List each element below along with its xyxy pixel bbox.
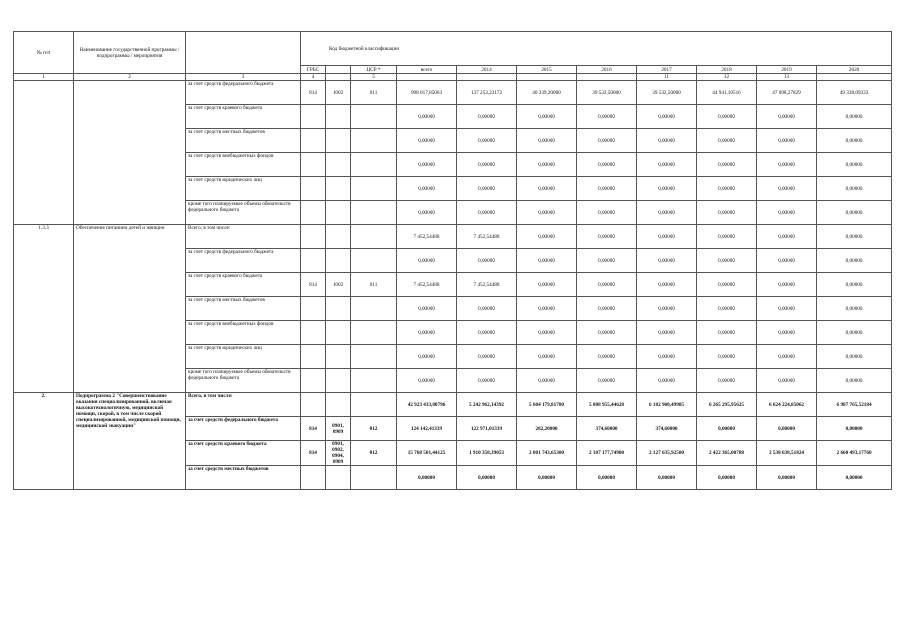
- table-row: [14, 225, 892, 249]
- amount-cell: 0,00000: [577, 321, 637, 345]
- header-source: [186, 32, 301, 74]
- funding-source: за счет средств юридических лиц: [186, 177, 301, 201]
- code-csr: [351, 249, 397, 273]
- amount-cell: 39 532,50000: [577, 81, 637, 105]
- amount-cell: 2 127 635,92500: [637, 441, 697, 466]
- amount-cell: 49 338,09333: [817, 81, 892, 105]
- amount-cell: 0,00000: [457, 369, 517, 393]
- header-number-12: 13: [757, 74, 817, 81]
- amount-cell: 40 339,20000: [517, 81, 577, 105]
- code-rzpr: [326, 345, 351, 369]
- header-sub-1: [326, 66, 351, 74]
- amount-cell: 0,00000: [577, 345, 637, 369]
- funding-source: за счет средств федерального бюджета: [186, 249, 301, 273]
- code-grbs: [301, 129, 326, 153]
- code-grbs: [301, 345, 326, 369]
- code-grbs: [301, 225, 326, 249]
- amount-cell: 0,00000: [817, 177, 892, 201]
- amount-cell: 0,00000: [637, 297, 697, 321]
- amount-cell: 0,00000: [517, 466, 577, 490]
- funding-source: кроме того планируемые объемы обязательств федерального бюджета: [186, 201, 301, 225]
- header-number-10: 11: [637, 74, 697, 81]
- amount-cell: 7 452,54488: [457, 225, 517, 249]
- code-csr: [351, 201, 397, 225]
- amount-cell: 6 182 900,49905: [637, 393, 697, 417]
- header-number-7: [457, 74, 517, 81]
- header-sub-5: 2015: [517, 66, 577, 74]
- code-grbs: [301, 321, 326, 345]
- code-rzpr: [326, 225, 351, 249]
- amount-cell: 0,00000: [517, 321, 577, 345]
- amount-cell: 6 265 295,95625: [697, 393, 757, 417]
- header-number-9: [577, 74, 637, 81]
- amount-cell: 0,00000: [697, 249, 757, 273]
- amount-cell: 0,00000: [397, 153, 457, 177]
- amount-cell: 0,00000: [577, 297, 637, 321]
- header-sub-6: 2016: [577, 66, 637, 74]
- amount-cell: 0,00000: [757, 273, 817, 297]
- code-rzpr: [326, 201, 351, 225]
- code-grbs: [301, 249, 326, 273]
- amount-cell: 0,00000: [577, 466, 637, 490]
- header-sub-3: всего: [397, 66, 457, 74]
- code-rzpr: [326, 177, 351, 201]
- amount-cell: 0,00000: [457, 201, 517, 225]
- amount-cell: 0,00000: [697, 177, 757, 201]
- code-csr: [351, 297, 397, 321]
- amount-cell: 0,00000: [817, 249, 892, 273]
- amount-cell: 0,00000: [397, 129, 457, 153]
- code-csr: [351, 393, 397, 417]
- amount-cell: 0,00000: [397, 345, 457, 369]
- amount-cell: 0,00000: [757, 153, 817, 177]
- code-csr: 011: [351, 273, 397, 297]
- amount-cell: 0,00000: [697, 369, 757, 393]
- code-rzpr: [326, 321, 351, 345]
- code-rzpr: 1003: [326, 273, 351, 297]
- amount-cell: 0,00000: [457, 249, 517, 273]
- header-number-4: [326, 74, 351, 81]
- header-number-13: [817, 74, 892, 81]
- amount-cell: 0,00000: [637, 105, 697, 129]
- amount-cell: 0,00000: [697, 345, 757, 369]
- amount-cell: 2 422 365,00788: [697, 441, 757, 466]
- amount-cell: 0,00000: [697, 225, 757, 249]
- code-rzpr: [326, 297, 351, 321]
- amount-cell: 0,00000: [637, 153, 697, 177]
- header-sub-4: 2014: [457, 66, 517, 74]
- amount-cell: 6 987 765,52184: [817, 393, 892, 417]
- code-grbs: 814: [301, 81, 326, 105]
- table-row: [14, 393, 892, 417]
- amount-cell: 0,00000: [397, 466, 457, 490]
- code-csr: [351, 225, 397, 249]
- amount-cell: 374,60000: [577, 417, 637, 441]
- amount-cell: 0,00000: [457, 177, 517, 201]
- amount-cell: 5 604 179,81780: [517, 393, 577, 417]
- funding-source: за счет средств федерального бюджета: [186, 417, 301, 441]
- amount-cell: 7 452,54488: [457, 273, 517, 297]
- code-csr: [351, 105, 397, 129]
- header-number-5: 5: [351, 74, 397, 81]
- amount-cell: 0,00000: [697, 153, 757, 177]
- amount-cell: 0,00000: [817, 321, 892, 345]
- amount-cell: 5 808 955,44628: [577, 393, 637, 417]
- code-grbs: [301, 201, 326, 225]
- amount-cell: 0,00000: [817, 105, 892, 129]
- amount-cell: 122 971,01339: [457, 417, 517, 441]
- section-name: Подпрограмма 2 "Совершенствование оказания специализированной, включая высокотехнологичную, медицинской помощи, скорой, в том числе скорой специализированной, медицинской помощи, медицинской эвакуации": [74, 393, 186, 490]
- amount-cell: 0,00000: [757, 105, 817, 129]
- funding-source: кроме того планируемые объемы обязательств федерального бюджета: [186, 369, 301, 393]
- amount-cell: 0,00000: [817, 273, 892, 297]
- amount-cell: 0,00000: [757, 417, 817, 441]
- funding-source: за счет средств юридических лиц: [186, 345, 301, 369]
- code-grbs: [301, 153, 326, 177]
- amount-cell: 0,00000: [817, 369, 892, 393]
- amount-cell: 0,00000: [757, 225, 817, 249]
- amount-cell: 0,00000: [697, 105, 757, 129]
- header-sub-0: ГРБС: [301, 66, 326, 74]
- funding-source: за счет средств краевого бюджета: [186, 273, 301, 297]
- amount-cell: 0,00000: [637, 201, 697, 225]
- amount-cell: 282,20000: [517, 417, 577, 441]
- amount-cell: 2 660 493,17760: [817, 441, 892, 466]
- amount-cell: 1 910 358,39053: [457, 441, 517, 466]
- header-sub-10: 2020: [817, 66, 892, 74]
- amount-cell: 0,00000: [637, 466, 697, 490]
- code-rzpr: [326, 369, 351, 393]
- amount-cell: 0,00000: [517, 177, 577, 201]
- amount-cell: 2 107 177,74900: [577, 441, 637, 466]
- amount-cell: 39 532,50000: [637, 81, 697, 105]
- amount-cell: 0,00000: [517, 345, 577, 369]
- amount-cell: 0,00000: [517, 153, 577, 177]
- amount-cell: 7 452,54488: [397, 273, 457, 297]
- amount-cell: 0,00000: [757, 345, 817, 369]
- code-rzpr: 0901, 0909: [326, 417, 351, 441]
- funding-source: за счет средств местных бюджетов: [186, 297, 301, 321]
- section-number: 1.3.3: [14, 225, 74, 393]
- amount-cell: 0,00000: [457, 297, 517, 321]
- amount-cell: 0,00000: [577, 249, 637, 273]
- amount-cell: 0,00000: [817, 129, 892, 153]
- table-row: [14, 81, 892, 105]
- amount-cell: 5 242 962,14392: [457, 393, 517, 417]
- code-grbs: [301, 177, 326, 201]
- amount-cell: 0,00000: [697, 201, 757, 225]
- header-number-8: [517, 74, 577, 81]
- amount-cell: 0,00000: [397, 201, 457, 225]
- section-name: [74, 81, 186, 225]
- amount-cell: 6 624 224,85062: [757, 393, 817, 417]
- amount-cell: 0,00000: [397, 321, 457, 345]
- header-number-3: 4: [301, 74, 326, 81]
- code-rzpr: [326, 249, 351, 273]
- header-num: № п/п: [14, 32, 74, 74]
- funding-source: за счет средств краевого бюджета: [186, 105, 301, 129]
- code-csr: 011: [351, 81, 397, 105]
- amount-cell: 0,00000: [817, 201, 892, 225]
- code-grbs: [301, 369, 326, 393]
- code-rzpr: [326, 105, 351, 129]
- section-name: Обеспечение питанием детей и женщин: [74, 225, 186, 393]
- amount-cell: 0,00000: [517, 129, 577, 153]
- amount-cell: 0,00000: [397, 105, 457, 129]
- amount-cell: 0,00000: [517, 249, 577, 273]
- amount-cell: 0,00000: [697, 466, 757, 490]
- code-grbs: [301, 297, 326, 321]
- header-number-0: 1: [14, 74, 74, 81]
- section-number: [14, 81, 74, 225]
- amount-cell: 0,00000: [637, 225, 697, 249]
- amount-cell: 124 142,41339: [397, 417, 457, 441]
- amount-cell: 0,00000: [577, 129, 637, 153]
- amount-cell: 0,00000: [757, 249, 817, 273]
- header-number-11: 12: [697, 74, 757, 81]
- amount-cell: 374,60000: [637, 417, 697, 441]
- amount-cell: 0,00000: [577, 153, 637, 177]
- amount-cell: 0,00000: [397, 177, 457, 201]
- amount-cell: 0,00000: [577, 177, 637, 201]
- section-number: 2.: [14, 393, 74, 490]
- amount-cell: 0,00000: [637, 129, 697, 153]
- amount-cell: 0,00000: [577, 225, 637, 249]
- amount-cell: 0,00000: [577, 201, 637, 225]
- code-grbs: 814: [301, 417, 326, 441]
- amount-cell: 0,00000: [517, 105, 577, 129]
- amount-cell: 0,00000: [457, 105, 517, 129]
- amount-cell: 0,00000: [457, 129, 517, 153]
- amount-cell: 0,00000: [517, 225, 577, 249]
- amount-cell: 15 768 501,44125: [397, 441, 457, 466]
- header-number-1: 2: [74, 74, 186, 81]
- code-rzpr: [326, 393, 351, 417]
- amount-cell: 0,00000: [757, 321, 817, 345]
- header-number-6: [397, 74, 457, 81]
- amount-cell: 0,00000: [637, 369, 697, 393]
- amount-cell: 0,00000: [637, 273, 697, 297]
- amount-cell: 0,00000: [757, 177, 817, 201]
- amount-cell: 0,00000: [757, 297, 817, 321]
- code-rzpr: [326, 466, 351, 490]
- header-sub-8: 2018: [697, 66, 757, 74]
- amount-cell: 0,00000: [397, 249, 457, 273]
- amount-cell: 0,00000: [517, 273, 577, 297]
- code-rzpr: 1003: [326, 81, 351, 105]
- code-csr: [351, 369, 397, 393]
- code-grbs: 814: [301, 441, 326, 466]
- code-csr: 012: [351, 441, 397, 466]
- code-rzpr: 0901, 0902, 0904, 0909: [326, 441, 351, 466]
- amount-cell: 0,00000: [697, 321, 757, 345]
- amount-cell: 0,00000: [577, 105, 637, 129]
- amount-cell: 0,00000: [817, 417, 892, 441]
- amount-cell: 0,00000: [457, 153, 517, 177]
- amount-cell: 0,00000: [817, 466, 892, 490]
- amount-cell: 0,00000: [397, 369, 457, 393]
- code-csr: [351, 153, 397, 177]
- amount-cell: 0,00000: [757, 129, 817, 153]
- amount-cell: 0,00000: [817, 345, 892, 369]
- amount-cell: 0,00000: [637, 177, 697, 201]
- funding-source: Всего, в том числе:: [186, 225, 301, 249]
- amount-cell: 0,00000: [757, 201, 817, 225]
- amount-cell: 0,00000: [757, 466, 817, 490]
- amount-cell: 998 017,85063: [397, 81, 457, 105]
- amount-cell: 0,00000: [697, 297, 757, 321]
- header-sub-2: ЦСР *: [351, 66, 397, 74]
- code-csr: [351, 129, 397, 153]
- header-number-2: 3: [186, 74, 301, 81]
- amount-cell: 0,00000: [517, 369, 577, 393]
- amount-cell: 2 538 638,51824: [757, 441, 817, 466]
- budget-table: [13, 31, 892, 490]
- code-grbs: [301, 466, 326, 490]
- amount-cell: 0,00000: [517, 201, 577, 225]
- header-sub-9: 2019: [757, 66, 817, 74]
- amount-cell: 0,00000: [637, 321, 697, 345]
- amount-cell: 42 923 433,80796: [397, 393, 457, 417]
- funding-source: за счет средств федерального бюджета: [186, 81, 301, 105]
- code-csr: [351, 321, 397, 345]
- amount-cell: 0,00000: [397, 297, 457, 321]
- amount-cell: 0,00000: [577, 273, 637, 297]
- amount-cell: 0,00000: [637, 345, 697, 369]
- amount-cell: 0,00000: [697, 273, 757, 297]
- amount-cell: 0,00000: [697, 129, 757, 153]
- header-code-group: Код бюджетной классификации: [301, 32, 892, 66]
- amount-cell: 7 452,54488: [397, 225, 457, 249]
- amount-cell: 0,00000: [517, 297, 577, 321]
- funding-source: за счет средств местных бюджетов: [186, 466, 301, 490]
- amount-cell: 0,00000: [577, 369, 637, 393]
- header-sub-7: 2017: [637, 66, 697, 74]
- code-csr: [351, 466, 397, 490]
- code-grbs: [301, 105, 326, 129]
- code-rzpr: [326, 153, 351, 177]
- amount-cell: 2 001 743,65300: [517, 441, 577, 466]
- funding-source: за счет средств внебюджетных фондов: [186, 321, 301, 345]
- amount-cell: 0,00000: [757, 369, 817, 393]
- amount-cell: 0,00000: [817, 297, 892, 321]
- funding-source: за счет средств внебюджетных фондов: [186, 153, 301, 177]
- amount-cell: 0,00000: [697, 417, 757, 441]
- amount-cell: 47 098,27829: [757, 81, 817, 105]
- code-grbs: 814: [301, 273, 326, 297]
- code-rzpr: [326, 129, 351, 153]
- code-csr: [351, 345, 397, 369]
- amount-cell: 0,00000: [457, 466, 517, 490]
- funding-source: за счет средств местных бюджетов: [186, 129, 301, 153]
- header-name: Наименование государственной программы / подпрограммы / мероприятия: [74, 32, 186, 74]
- amount-cell: 0,00000: [457, 321, 517, 345]
- amount-cell: 0,00000: [457, 345, 517, 369]
- amount-cell: 0,00000: [637, 249, 697, 273]
- amount-cell: 0,00000: [817, 153, 892, 177]
- amount-cell: 44 941,10516: [697, 81, 757, 105]
- funding-source: за счет средств краевого бюджета: [186, 441, 301, 466]
- code-csr: [351, 177, 397, 201]
- code-csr: 012: [351, 417, 397, 441]
- amount-cell: 0,00000: [817, 225, 892, 249]
- code-grbs: [301, 393, 326, 417]
- funding-source: Всего, в том числе:: [186, 393, 301, 417]
- amount-cell: 137 253,23172: [457, 81, 517, 105]
